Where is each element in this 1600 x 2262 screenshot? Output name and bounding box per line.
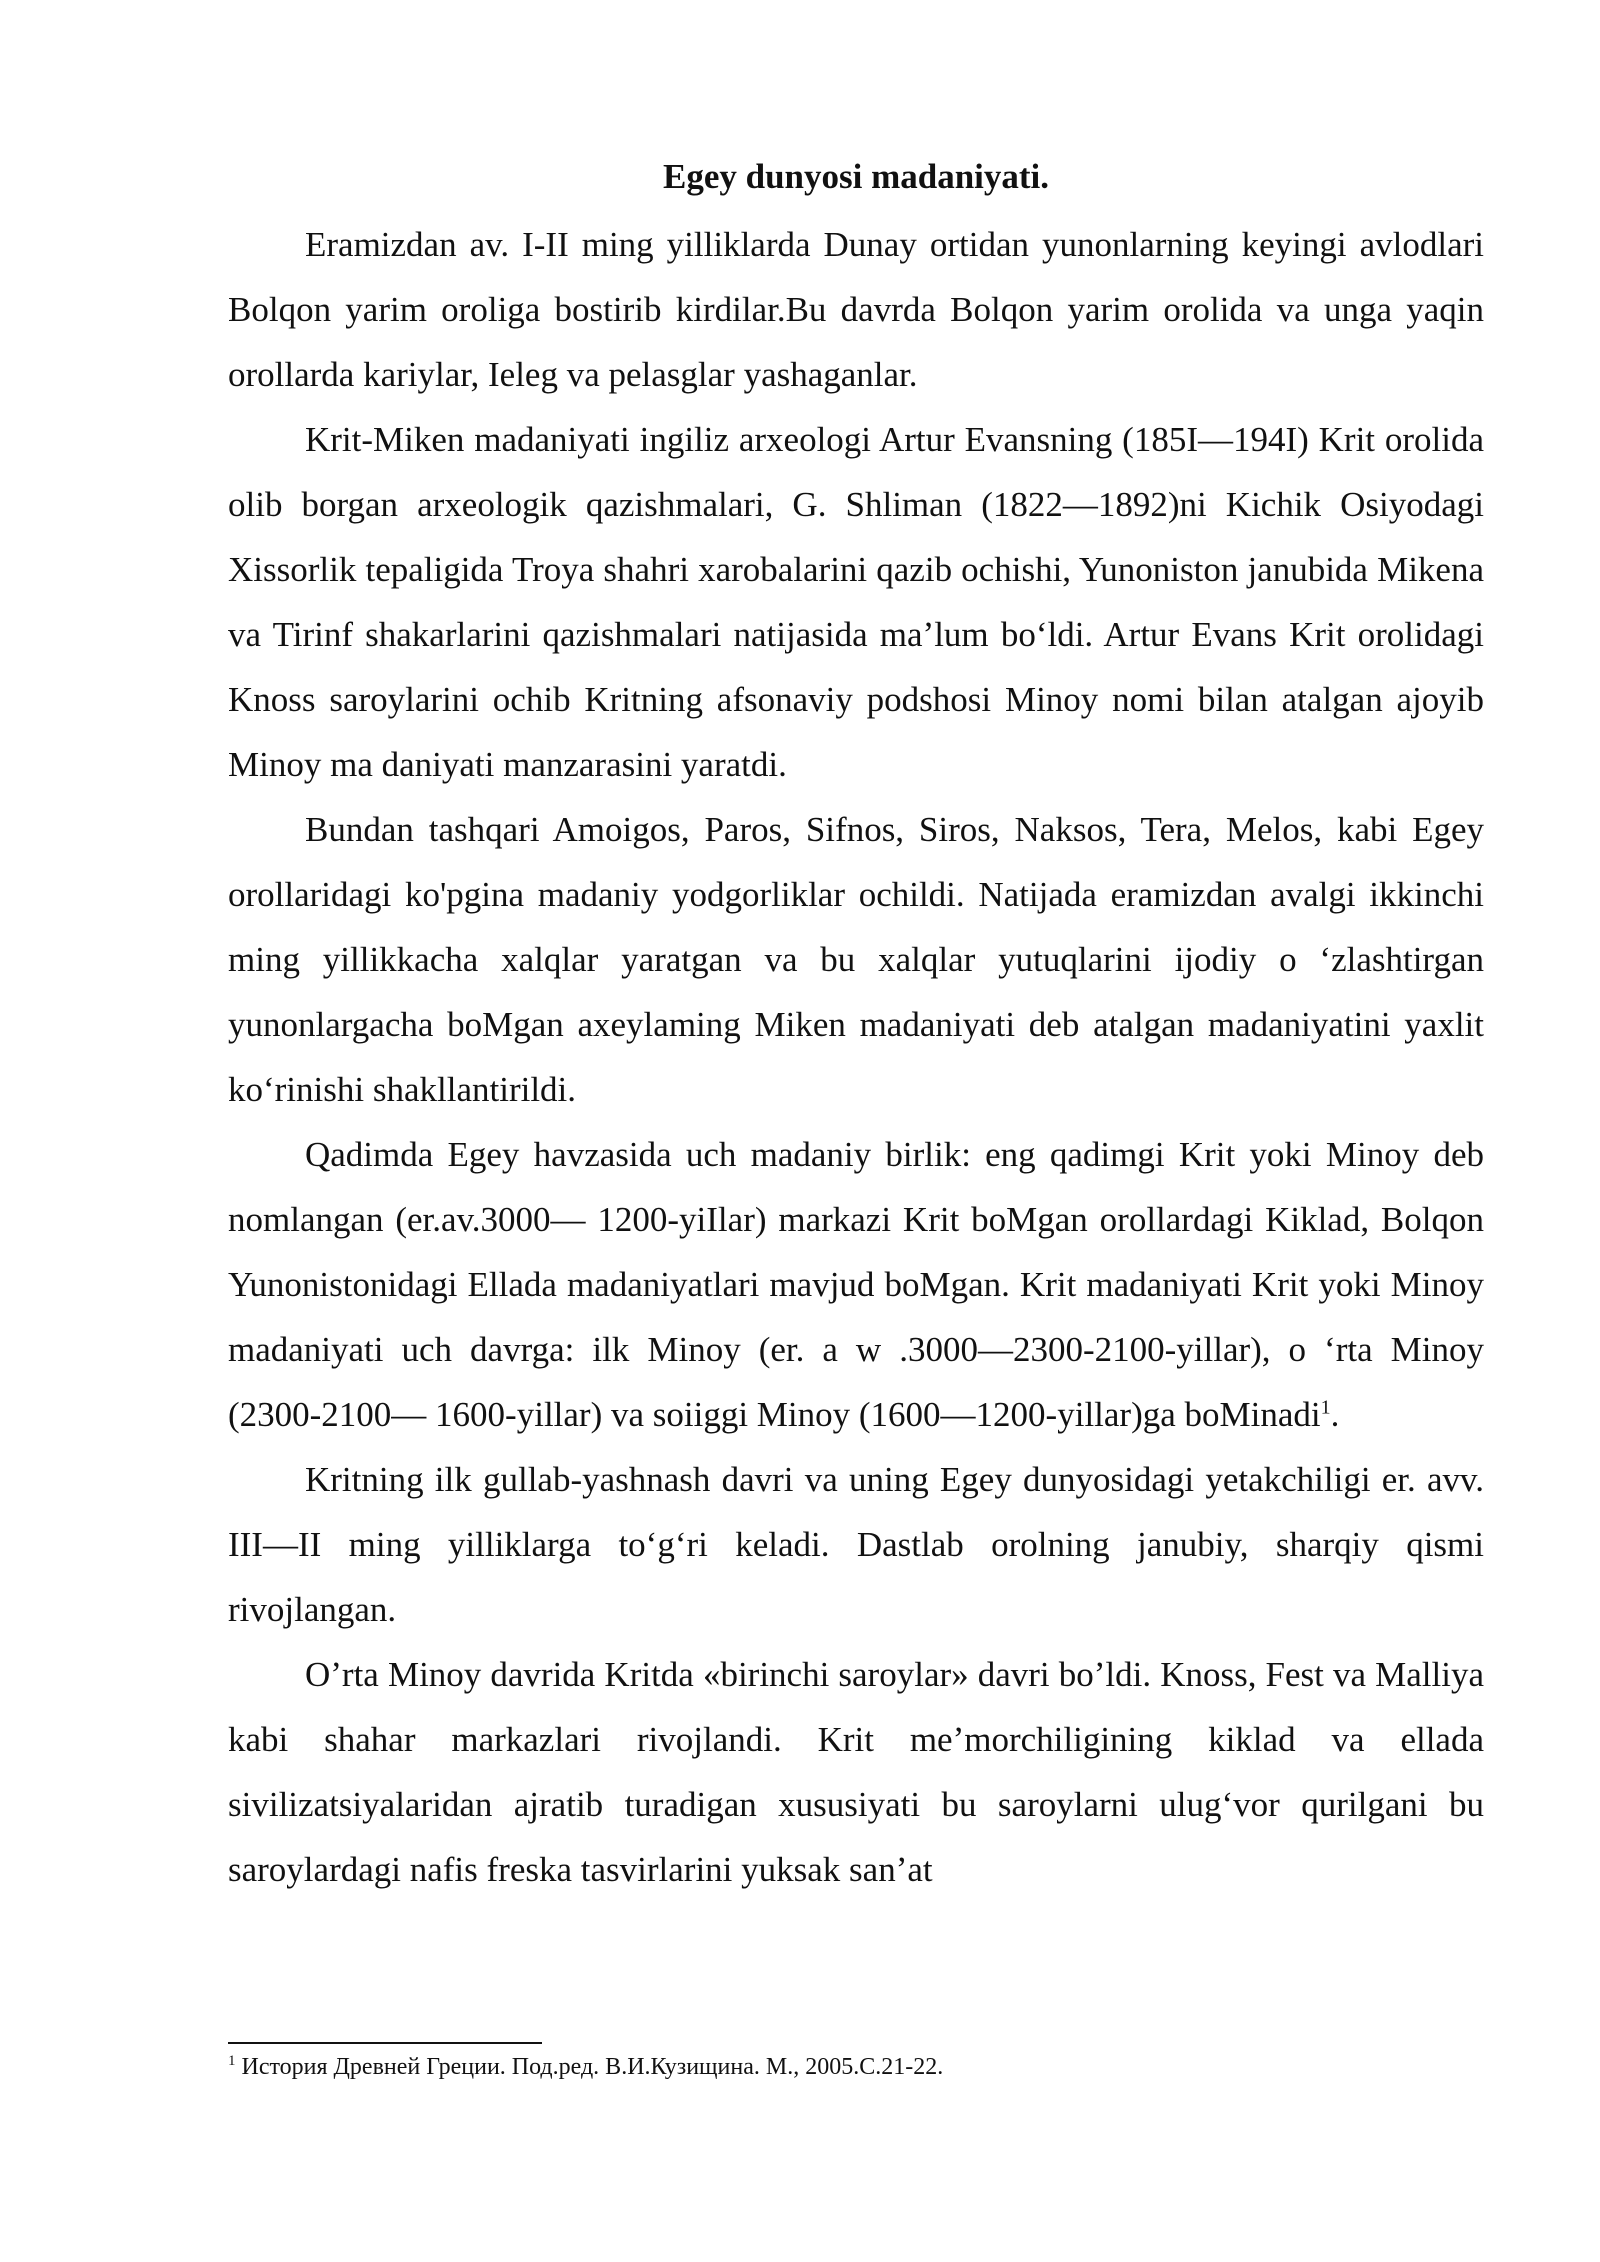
footnote-marker: 1	[228, 2053, 236, 2069]
paragraph-4	[228, 1122, 1484, 1447]
footnote	[228, 2050, 1484, 2084]
document-page	[228, 148, 1484, 1902]
document-title: Egey dunyosi madaniyati.	[662, 157, 1050, 196]
footnote-reference[interactable]: 1	[1320, 1396, 1331, 1419]
paragraph-4-end: .	[1330, 1395, 1340, 1434]
paragraph-1: Eramizdan av. I-II ming yilliklarda Dunay ortidan yunonlarning keyingi avlodlari Bolqon yarim oroliga bostirib kirdilar.Bu davrda Bolqon yarim orolida va unga yaqin orollarda kariylar, Ieleg va pelasglar yashaganlar.	[228, 225, 1484, 394]
paragraph-3: Bundan tashqari Amoigos, Paros, Sifnos, Siros, Naksos, Tera, Melos, kabi Egey orollaridagi ko'pgina madaniy yodgorliklar ochildi. Natijada eramizdan avalgi ikkinchi ming yillikkacha xalqlar yaratgan va bu xalqlar yutuqlarini ijodiy o ‘zlashtirgan yunonlargacha boMgan axeylaming Miken madaniyati deb atalgan madaniyatini yaxlit koʻrinishi shakllantirildi.	[228, 810, 1484, 1109]
paragraph-2: Krit-Miken madaniyati ingiliz arxeologi Artur Evansning (185I—194I) Krit orolida olib borgan arxeologik qazishmalari, G. Shliman (1822—1892)ni Kichik Osiyodagi Xissorlik tepaligida Troya shahri xarobalarini qazib ochishi, Yunoniston janubida Mikena va Tirinf shakarlarini qazishmalari natijasida maʼlum boʻldi. Artur Evans Krit orolidagi Knoss saroylarini ochib Kritning afsonaviy podshosi Minoy nomi bilan atalgan ajoyib Minoy ma daniyati manzarasini yaratdi.	[228, 420, 1484, 784]
paragraph-6: Oʼrta Minoy davrida Kritda «birinchi saroylar» davri boʼldi. Knoss, Fest va Malliya kabi shahar markazlari rivojlandi. Krit meʼmorchiligining kiklad va ellada sivilizatsiyalaridan ajratib turadigan xususiyati bu saroylarni ulugʻvor qurilgani bu saroylardagi nafis freska tasvirlarini yuksak sanʼat	[228, 1655, 1484, 1889]
footnote-separator	[228, 2042, 542, 2044]
paragraph-4-text: Qadimda Egey havzasida uch madaniy birlik: eng qadimgi Krit yoki Minoy deb nomlangan (er.av.3000— 1200-yiIlar) markazi Krit boMgan orollardagi Kiklad, Bolqon Yunonistonidagi Ellada madaniyatlari mavjud boMgan. Krit madaniyati Krit yoki Minoy madaniyati uch davrga: ilk Minoy (er. a w .3000—2300-2100-yillar), o ‘rta Minoy (2300-2100— 1600-yillar) va soiiggi Minoy (1600—1200-yillar)ga boMinadi	[228, 1135, 1484, 1434]
footnote-text: История Древней Греции. Под.ред. В.И.Кузищина. М., 2005.С.21-22.	[235, 2054, 944, 2080]
paragraph-5: Kritning ilk gullab-yashnash davri va uning Egey dunyosidagi yetakchiligi er. avv. III—II ming yilliklarga toʻgʻri keladi. Dastlab orolning janubiy, sharqiy qismi rivojlangan.	[228, 1460, 1484, 1629]
